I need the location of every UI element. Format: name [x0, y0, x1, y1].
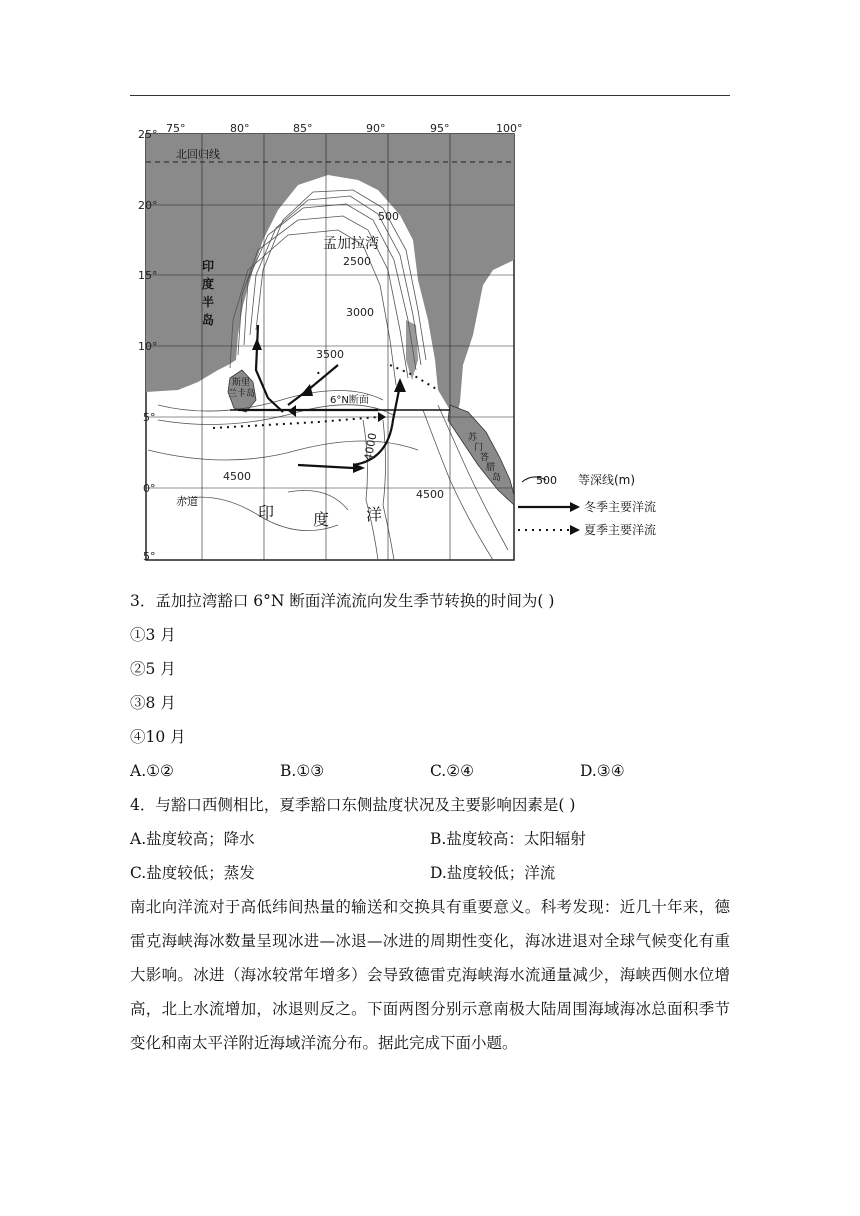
section-label: 6°N断面 [330, 395, 369, 406]
equator-label: 赤道 [176, 495, 198, 508]
lat-label: 0° [143, 482, 156, 495]
lon-label: 90° [366, 122, 386, 135]
svg-text:岛: 岛 [492, 473, 502, 483]
q3-item: ③8 月 [130, 694, 176, 712]
svg-text:半: 半 [202, 295, 215, 309]
top-rule [130, 95, 730, 96]
q4-options-row-2 [130, 856, 730, 890]
option-b[interactable]: B.①③ [280, 762, 325, 780]
svg-text:4500: 4500 [416, 488, 444, 501]
option-c[interactable]: C.②④ [430, 762, 475, 780]
option-a[interactable]: A.①② [130, 762, 174, 780]
svg-text:印: 印 [202, 259, 215, 273]
svg-text:门: 门 [474, 443, 484, 453]
q3-item: ④10 月 [130, 728, 186, 746]
q4-stem: 4．与豁口西侧相比，夏季豁口东侧盐度状况及主要影响因素是( ) [130, 796, 576, 814]
option-d[interactable]: D.③④ [580, 762, 625, 780]
svg-text:3000: 3000 [346, 306, 374, 319]
svg-text:印: 印 [258, 503, 275, 522]
svg-text:度: 度 [313, 510, 330, 529]
lat-label: 10° [138, 340, 158, 353]
svg-text:苏: 苏 [468, 433, 478, 443]
lon-label: 75° [166, 122, 186, 135]
q3-options [130, 754, 730, 788]
option-a[interactable]: A.盐度较高；降水 [130, 830, 255, 848]
lon-labels [166, 122, 523, 135]
svg-text:兰卡岛: 兰卡岛 [228, 389, 256, 399]
lon-label: 85° [293, 122, 313, 135]
svg-text:岛: 岛 [202, 313, 215, 327]
legend-winter-label: 冬季主要洋流 [584, 500, 657, 514]
svg-text:度: 度 [202, 277, 215, 291]
svg-text:2500: 2500 [343, 255, 371, 268]
lat-label: 25° [138, 128, 158, 141]
legend-contour-label: 等深线(m) [578, 473, 636, 487]
bay-of-bengal-map [138, 120, 688, 572]
q3-item: ①3 月 [130, 626, 176, 644]
svg-text:洋: 洋 [366, 505, 383, 524]
lat-label: 15° [138, 269, 158, 282]
lat-label: 20° [138, 199, 158, 212]
bay-label: 孟加拉湾 [323, 236, 379, 252]
lon-label: 100° [496, 122, 523, 135]
option-c[interactable]: C.盐度较低；蒸发 [130, 864, 255, 882]
lat-label: 5° [143, 411, 156, 424]
svg-text:3500: 3500 [316, 348, 344, 361]
svg-text:500: 500 [378, 210, 399, 223]
passage: 南北向洋流对于高低纬间热量的输送和交换具有重要意义。科考发现：近几十年来，德雷克海峡海冰数量呈现冰进—冰退—冰进的周期性变化，海冰进退对全球气候变化有重大影响。冰进（海冰较常年增多）会导致德雷克海峡海水流通量减少，海峡西侧水位增高，北上水流增加，冰退则反之。下面两图分别示意南极大陆周围海域海冰总面积季节变化和南太平洋附近海域洋流分布。据此完成下面小题。 [130, 898, 730, 1052]
lon-label: 80° [230, 122, 250, 135]
legend-contour-value: 500 [536, 474, 557, 487]
svg-text:4500: 4500 [223, 470, 251, 483]
legend-summer-label: 夏季主要洋流 [584, 523, 657, 537]
svg-text:腊: 腊 [486, 463, 496, 473]
map-legend [518, 472, 656, 537]
option-b[interactable]: B.盐度较高：太阳辐射 [430, 830, 586, 848]
svg-text:4000: 4000 [361, 431, 380, 462]
lat-label: 5° [143, 550, 156, 563]
q4-options-row-1 [130, 822, 730, 856]
option-d[interactable]: D.盐度较低；洋流 [430, 864, 556, 882]
q3-item: ②5 月 [130, 660, 176, 678]
tropic-label: 北回归线 [176, 148, 220, 161]
lon-label: 95° [430, 122, 450, 135]
questions [130, 584, 730, 1060]
q3-stem: 3．孟加拉湾豁口 6°N 断面洋流流向发生季节转换的时间为( ) [130, 592, 555, 610]
svg-text:斯里: 斯里 [232, 378, 251, 388]
svg-text:答: 答 [480, 453, 490, 463]
